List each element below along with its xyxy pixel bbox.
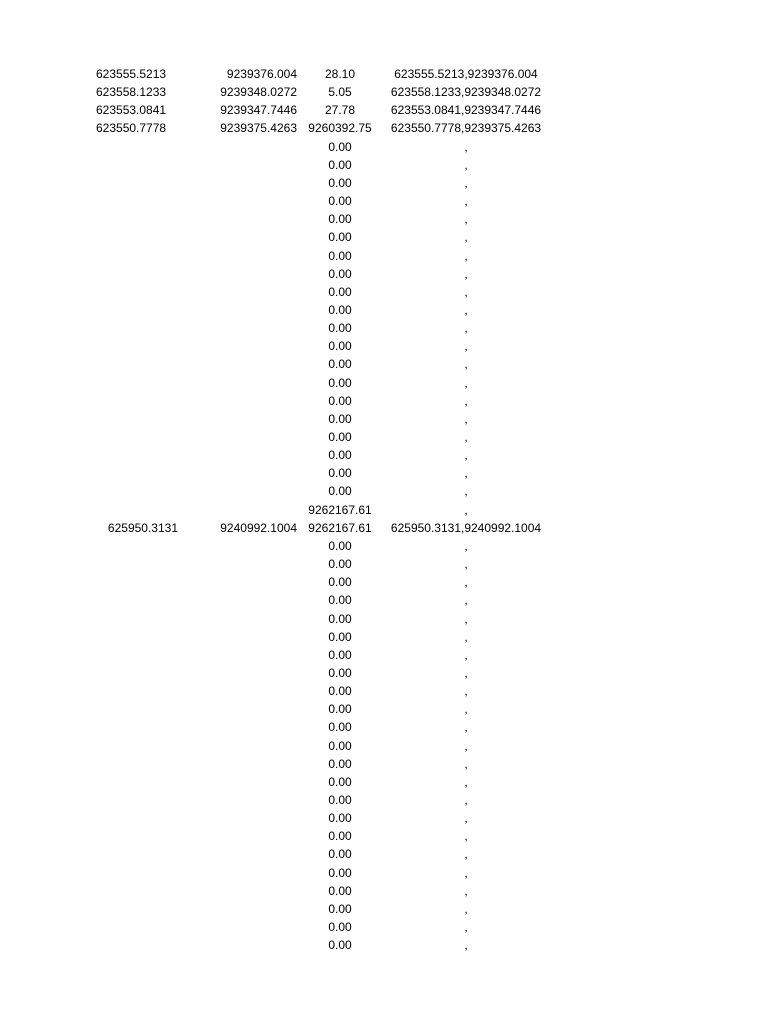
northing-cell: 9239347.7446 <box>220 103 297 118</box>
distance-cell: 0.00 <box>328 756 352 771</box>
distance-cell: 0.00 <box>328 883 352 898</box>
easting-cell <box>96 138 186 156</box>
northing-cell <box>190 501 297 519</box>
northing-cell <box>190 664 297 682</box>
distance-cell: 0.00 <box>328 302 352 317</box>
northing-cell <box>190 682 297 700</box>
easting-cell <box>96 555 186 573</box>
easting-cell <box>96 464 186 482</box>
northing-cell <box>190 809 297 827</box>
distance-cell: 0.00 <box>328 702 352 717</box>
table-row <box>0 101 768 119</box>
table-row <box>0 355 768 373</box>
distance-cell: 0.00 <box>328 629 352 644</box>
table-row <box>0 410 768 428</box>
table-row <box>0 210 768 228</box>
distance-cell: 9262167.61 <box>308 520 372 535</box>
coordinate-pair-cell: , <box>464 212 468 227</box>
table-row <box>0 718 768 736</box>
distance-cell: 0.00 <box>328 321 352 336</box>
distance-cell: 0.00 <box>328 538 352 553</box>
table-row <box>0 773 768 791</box>
easting-cell <box>96 501 186 519</box>
northing-cell <box>190 882 297 900</box>
easting-cell: 623550.7778 <box>96 121 167 136</box>
coordinate-pair-cell: , <box>464 684 468 699</box>
distance-cell: 0.00 <box>328 901 352 916</box>
easting-cell: 623555.5213 <box>96 67 167 81</box>
distance-cell: 0.00 <box>328 248 352 263</box>
table-row <box>0 682 768 700</box>
coordinate-pair-cell: , <box>464 811 468 826</box>
table-row <box>0 755 768 773</box>
coordinate-pair-cell: , <box>464 302 468 317</box>
distance-cell: 0.00 <box>328 375 352 390</box>
easting-cell <box>96 428 186 446</box>
northing-cell <box>190 464 297 482</box>
distance-cell: 0.00 <box>328 212 352 227</box>
coordinate-pair-cell: 623555.5213,9239376.004 <box>394 67 538 81</box>
table-row <box>0 138 768 156</box>
northing-cell <box>190 555 297 573</box>
coordinate-pair-cell: , <box>464 647 468 662</box>
easting-cell <box>96 192 186 210</box>
table-row <box>0 610 768 628</box>
northing-cell <box>190 410 297 428</box>
table-row <box>0 501 768 519</box>
northing-cell <box>190 918 297 936</box>
northing-cell <box>190 900 297 918</box>
distance-cell: 0.00 <box>328 139 352 154</box>
table-row <box>0 247 768 265</box>
northing-cell <box>190 355 297 373</box>
coordinate-pair-cell: , <box>464 502 468 517</box>
easting-cell <box>96 301 186 319</box>
easting-cell <box>96 610 186 628</box>
coordinate-pair-cell: , <box>464 430 468 444</box>
easting-cell <box>96 591 186 609</box>
easting-cell <box>96 247 186 265</box>
distance-cell: 0.00 <box>328 430 352 444</box>
table-row <box>0 646 768 664</box>
easting-cell <box>96 918 186 936</box>
northing-cell <box>190 791 297 809</box>
easting-cell <box>96 482 186 500</box>
easting-cell <box>96 573 186 591</box>
coordinate-pair-cell: , <box>464 448 468 463</box>
coordinate-pair-cell: , <box>464 847 468 862</box>
distance-cell: 0.00 <box>328 647 352 662</box>
coordinate-pair-cell: , <box>464 829 468 844</box>
table-row <box>0 845 768 863</box>
northing-cell <box>190 718 297 736</box>
easting-cell <box>96 174 186 192</box>
northing-cell: 9239376.004 <box>226 67 297 81</box>
northing-cell <box>190 156 297 174</box>
coordinate-pair-cell: , <box>464 629 468 644</box>
coordinate-pair-cell: 623558.1233,9239348.0272 <box>390 85 542 100</box>
table-row <box>0 265 768 283</box>
coordinate-pair-cell: , <box>464 230 468 245</box>
coordinate-pair-cell: , <box>464 466 468 481</box>
coordinate-pair-cell: , <box>464 702 468 717</box>
coordinate-pair-cell: , <box>464 557 468 571</box>
table-row <box>0 936 768 954</box>
northing-cell <box>190 845 297 863</box>
northing-cell <box>190 228 297 246</box>
coordinate-pair-cell: , <box>464 611 468 626</box>
easting-cell <box>96 682 186 700</box>
northing-cell <box>190 700 297 718</box>
northing-cell <box>190 827 297 845</box>
distance-cell: 0.00 <box>328 865 352 880</box>
northing-cell <box>190 610 297 628</box>
northing-cell <box>190 319 297 337</box>
table-row <box>0 283 768 301</box>
coordinate-pair-cell: , <box>464 284 468 299</box>
easting-cell <box>96 392 186 410</box>
easting-cell <box>96 737 186 755</box>
easting-cell <box>96 882 186 900</box>
northing-cell <box>190 174 297 192</box>
easting-cell <box>96 827 186 845</box>
coordinate-pair-cell: , <box>464 901 468 916</box>
distance-cell: 0.00 <box>328 230 352 245</box>
coordinate-pair-cell: 623550.7778,9239375.4263 <box>390 121 542 136</box>
northing-cell <box>190 537 297 555</box>
easting-cell <box>96 374 186 392</box>
distance-cell: 0.00 <box>328 339 352 354</box>
table-row <box>0 228 768 246</box>
distance-cell: 0.00 <box>328 411 352 426</box>
table-row <box>0 119 768 137</box>
northing-cell: 9239348.0272 <box>220 85 297 100</box>
table-row <box>0 591 768 609</box>
coordinate-pair-cell: , <box>464 665 468 680</box>
table-row <box>0 664 768 682</box>
table-row <box>0 737 768 755</box>
coordinate-pair-cell: , <box>464 774 468 789</box>
easting-cell <box>96 283 186 301</box>
northing-cell <box>190 337 297 355</box>
coordinate-pair-cell: , <box>464 194 468 208</box>
easting-cell <box>96 900 186 918</box>
distance-cell: 0.00 <box>328 593 352 608</box>
table-row <box>0 809 768 827</box>
coordinate-pair-cell: , <box>464 920 468 934</box>
easting-cell <box>96 700 186 718</box>
distance-cell: 0.00 <box>328 665 352 680</box>
coordinate-pair-cell: , <box>464 339 468 354</box>
distance-cell: 9260392.75 <box>308 121 372 136</box>
coordinate-pair-cell: 623553.0841,9239347.7446 <box>390 103 542 118</box>
northing-cell <box>190 192 297 210</box>
easting-cell <box>96 936 186 954</box>
coordinate-pair-cell: , <box>464 175 468 190</box>
table-row <box>0 918 768 936</box>
distance-cell: 0.00 <box>328 811 352 826</box>
distance-cell: 0.00 <box>328 738 352 753</box>
distance-cell: 0.00 <box>328 847 352 862</box>
easting-cell <box>96 337 186 355</box>
easting-cell <box>96 646 186 664</box>
table-row <box>0 882 768 900</box>
coordinate-pair-cell: , <box>464 157 468 172</box>
table-row <box>0 174 768 192</box>
table-row <box>0 555 768 573</box>
easting-cell <box>96 718 186 736</box>
easting-cell <box>96 355 186 373</box>
northing-cell <box>190 936 297 954</box>
distance-cell: 0.00 <box>328 284 352 299</box>
table-row <box>0 537 768 555</box>
coordinate-pair-cell: , <box>464 593 468 608</box>
distance-cell: 0.00 <box>328 157 352 172</box>
distance-cell: 0.00 <box>328 611 352 626</box>
table-row <box>0 464 768 482</box>
coordinate-pair-cell: , <box>464 357 468 372</box>
table-row <box>0 392 768 410</box>
coordinate-pair-cell: , <box>464 139 468 154</box>
coordinate-pair-cell: , <box>464 865 468 880</box>
northing-cell <box>190 392 297 410</box>
northing-cell <box>190 628 297 646</box>
easting-cell <box>96 809 186 827</box>
northing-cell <box>190 265 297 283</box>
table-row <box>0 192 768 210</box>
easting-cell <box>96 773 186 791</box>
easting-cell <box>96 410 186 428</box>
northing-cell <box>190 283 297 301</box>
northing-cell <box>190 301 297 319</box>
northing-cell <box>190 864 297 882</box>
northing-cell <box>190 482 297 500</box>
coordinate-pair-cell: , <box>464 266 468 281</box>
coordinate-pair-cell: , <box>464 248 468 263</box>
northing-cell: 9239375.4263 <box>220 121 297 136</box>
table-row <box>0 900 768 918</box>
coordinate-pair-cell: , <box>464 393 468 408</box>
coordinate-pair-cell: , <box>464 793 468 807</box>
distance-cell: 0.00 <box>328 484 352 499</box>
distance-cell: 28.10 <box>324 67 356 81</box>
table-row <box>0 628 768 646</box>
northing-cell <box>190 573 297 591</box>
table-row <box>0 700 768 718</box>
table-row <box>0 319 768 337</box>
distance-cell: 0.00 <box>328 793 352 807</box>
northing-cell <box>190 773 297 791</box>
easting-cell: 623553.0841 <box>96 103 167 118</box>
table-row <box>0 519 768 537</box>
easting-cell <box>96 845 186 863</box>
table-row <box>0 791 768 809</box>
coordinate-pair-cell: , <box>464 321 468 336</box>
distance-cell: 0.00 <box>328 175 352 190</box>
northing-cell <box>190 210 297 228</box>
northing-cell: 9240992.1004 <box>220 520 297 535</box>
table-row <box>0 446 768 464</box>
coordinate-pair-cell: 625950.3131,9240992.1004 <box>390 520 542 535</box>
coordinate-pair-cell: , <box>464 411 468 426</box>
easting-cell: 623558.1233 <box>96 85 167 100</box>
coordinate-pair-cell: , <box>464 720 468 735</box>
easting-cell <box>96 791 186 809</box>
table-row <box>0 65 768 83</box>
coordinate-pair-cell: , <box>464 484 468 499</box>
distance-cell: 0.00 <box>328 938 352 953</box>
northing-cell <box>190 428 297 446</box>
table-row <box>0 156 768 174</box>
northing-cell <box>190 138 297 156</box>
coordinate-pair-cell: , <box>464 756 468 771</box>
northing-cell <box>190 247 297 265</box>
easting-cell <box>96 446 186 464</box>
northing-cell <box>190 446 297 464</box>
coordinate-pair-cell: , <box>464 738 468 753</box>
distance-cell: 0.00 <box>328 266 352 281</box>
table-row <box>0 374 768 392</box>
northing-cell <box>190 755 297 773</box>
distance-cell: 0.00 <box>328 466 352 481</box>
distance-cell: 0.00 <box>328 393 352 408</box>
distance-cell: 0.00 <box>328 774 352 789</box>
distance-cell: 0.00 <box>328 575 352 590</box>
distance-cell: 0.00 <box>328 194 352 208</box>
easting-cell <box>96 864 186 882</box>
table-row <box>0 301 768 319</box>
easting-cell <box>96 265 186 283</box>
northing-cell <box>190 737 297 755</box>
table-row <box>0 428 768 446</box>
easting-cell <box>96 664 186 682</box>
easting-cell <box>96 228 186 246</box>
distance-cell: 0.00 <box>328 448 352 463</box>
easting-cell <box>96 210 186 228</box>
northing-cell <box>190 591 297 609</box>
distance-cell: 27.78 <box>324 103 356 118</box>
coordinate-pair-cell: , <box>464 575 468 590</box>
table-row <box>0 864 768 882</box>
distance-cell: 0.00 <box>328 684 352 699</box>
distance-cell: 0.00 <box>328 829 352 844</box>
coordinate-pair-cell: , <box>464 938 468 953</box>
coordinate-pair-cell: , <box>464 538 468 553</box>
table-row <box>0 337 768 355</box>
coordinate-pair-cell: , <box>464 883 468 898</box>
easting-cell <box>96 156 186 174</box>
easting-cell <box>96 537 186 555</box>
distance-cell: 0.00 <box>328 557 352 571</box>
coordinate-pair-cell: , <box>464 375 468 390</box>
distance-cell: 0.00 <box>328 920 352 934</box>
table-row <box>0 573 768 591</box>
distance-cell: 0.00 <box>328 357 352 372</box>
easting-cell <box>96 628 186 646</box>
table-row <box>0 83 768 101</box>
distance-cell: 5.05 <box>328 85 352 100</box>
table-row <box>0 827 768 845</box>
easting-cell <box>96 755 186 773</box>
easting-cell: 625950.3131 <box>107 520 178 535</box>
easting-cell <box>96 319 186 337</box>
table-row <box>0 482 768 500</box>
northing-cell <box>190 646 297 664</box>
distance-cell: 0.00 <box>328 720 352 735</box>
distance-cell: 9262167.61 <box>308 502 372 517</box>
northing-cell <box>190 374 297 392</box>
